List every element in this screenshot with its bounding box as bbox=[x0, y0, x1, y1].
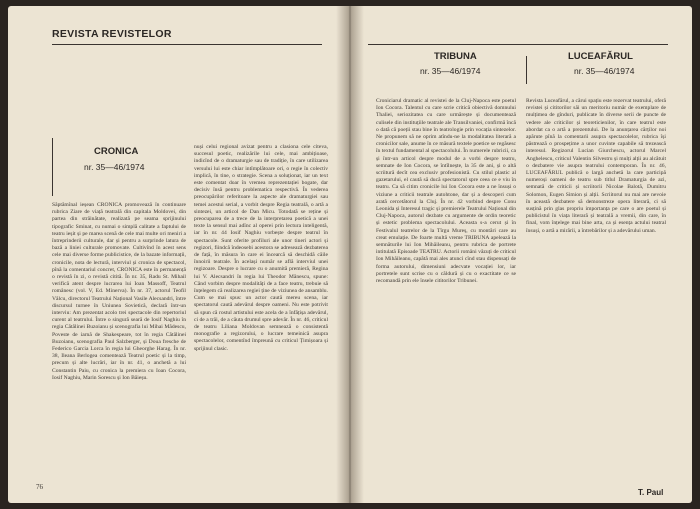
left-page bbox=[8, 6, 350, 503]
section-issue-luceafarul: nr. 35—46/1974 bbox=[574, 66, 635, 76]
page-number: 76 bbox=[36, 483, 43, 491]
section-box-left bbox=[52, 138, 53, 196]
section-issue: nr. 35—46/1974 bbox=[84, 162, 145, 172]
header-rule bbox=[52, 44, 322, 45]
section-issue-tribuna: nr. 35—46/1974 bbox=[420, 66, 481, 76]
author-signature: T. Paul bbox=[638, 488, 664, 497]
section-box-divider bbox=[526, 56, 527, 84]
header-rule bbox=[368, 44, 668, 45]
article-column-1: Săptămînal ieșean CRONICA promovează în continuare rubrica Ziare de viață teatrală din capitala Moldovei, din partea din străinătate, realizată pe seama sprijinului tipografic Sminat, cu numai o simplă calitate a faptului de teatru ieșit și pe marea scenă de cele mai multe ori meniri a întreprinderii culturale, dar și pentru a surprinde latura de bază a liniei culturale promovate. Cultivînd în acest sens cele mai diverse forme publicistice, de la bazate informații, cronicile, nota de lectură, interviul și cronica de spectacol, pînă la comentariul concret, CRONICA este în permanență o revistă în zi, o revistă citită. În nr. 35, Radu St. Mihail verifică atent despre lucrarea lui Ioan Massoff, Teatrul românesc (vol. V, Ed. Minerva). În nr. 37, actorul Teofil Vâlcu, directorul Teatrului Național Vasile Alecsandri, între discursul turnee în Uniunea Sovietică, declară într-un interviu: Am prezentat acolo trei spectacole din repertoriul curent al teatrului. Între o singură seară de Iosif Naghiu în regia Cătălinei Buzoianu și scenografia lui Mihai Mădescu, Poveste de iarnă de Shakespeare, tot în regia Cătălinei Buzoianu, scenografia Paul Salzberger, și Doua fresche de Federico Garcia Lorca în regia lui Gheorghe Harag. În nr. 38, Ileana Berlogea comentează Teatrul poetic și la timp, precum și alte lucrări, iar în nr. 41, o anchetă a lui Constantin Paiu, cu cronica la premiera cu Ioan Cocora, Iosif Naghiu, Marin Sorescu și Ion Băieșu. bbox=[52, 202, 186, 381]
article-column-2: nuși celui regional avizat pentru a clasiona cele citeva, succesul poetic, realizările lui cele, mai ambițioase, indicînd de o dramaturgie sau de tradiție, în care utilizarea versului lui este chiar intîmplătoare ori, o regie în colectiv implică, în tine, o strategie. Scena a soluționat, iar un text este comentat doar în vremea reprezentației bogate, dar decisiv însă pentru problematica respectivă. În vederea preocupărilor referitoare la aspecte ale dramaturgiei sau temei acestui serial, a vorbit despre Regia teatrală, o artă a sintezei, un articol de Dan Micu. Totodată se reține și preocuparea de a trece de la interpretarea poetică a unei texte la sensul mai adînc al operei prin lectura inteligentă, iar în nr. 44 Iosif Naghiu vorbește despre teatrul în spectacole. Sunt oferite profiluri ale unor tineri actori și regizori, fiindcă îndeosebi acestora se adresează dezbaterea de față, în măsura în care ei încearcă să deschidă căile înnoirii teatrale. În același număr se află interviul unei regizoare. Despre o lucrare cu o anumită premieră, Regina lui V. Alecsandri în regia lui Theodor Mănescu, spune: Când vorbim despre modalități de a face teatru, trebuie să înțelegem că realizarea regiei ține de viziunea de ansamblu. Cum se mai spus: un actor caută mereu scena, iar spectatorul caută adevărul despre oameni. Nu este potrivit să spun că rostul artistului este acela de a înfățișa adevărul, ci de a trăi, de a căuta drumul spre adevăr. În nr. 46, criticul de teatru Liliana Moldovan semnează o consistentă monografie a regizorului, o lucrare temeinică asupra spectacolelor, comentînd împreună cu criticul Țimișoara și sprijinul clasic. bbox=[194, 144, 328, 352]
running-title: REVISTA REVISTELOR bbox=[52, 28, 172, 40]
section-title-luceafarul: LUCEAFĂRUL bbox=[568, 51, 633, 62]
article-column-2: Revista Luceafărul, a cărui spațiu este rezervat teatrului, oferă revistei și cititorilor săi un meritoriu număr de exemplare de mulțimea de gînduri, publicate în diverse serii de puncte de vedere ale criticilor și teoreticienilor, în care teatrul este abordat ca o artă a prezentului. De la anunțarea cărților noi apărute pînă la comentarii asupra spectacolelor, rubrica își păstrează o prospețime a unor cuvinte capabile să trezească interesul. Regizorul Lucian Giurchescu, actorul Marcel Anghelescu, criticul Valentin Silvestru și mulți alții au alcătuit o dezbatere vie asupra teatrului contemporan. În nr. 46, LUCEAFĂRUL publică o largă anchetă la care participă numeroși oameni de teatru sub titlul Dramaturgia de azi, semnată de criticii și scriitorii Nicolae Balotă, Dumitru Solomon, Eugen Simion și alții. Scriitorul nu mai are nevoie în această dezbatere să demonstreze opera literară, ci să susțină prin glas propriu importanța pe care o are poetul și publicistul în viața literară și teatrală a vremii, din care, în final, vom înțelege mai bine arta, ca și esența actului teatral însuși, o artă a mirării, a întrebărilor și a adevărului uman. bbox=[526, 98, 666, 234]
book-gutter bbox=[336, 6, 364, 503]
section-title-tribuna: TRIBUNA bbox=[434, 51, 477, 62]
right-page bbox=[350, 6, 692, 503]
section-title: CRONICA bbox=[94, 146, 139, 157]
article-column-1: Croniciarul dramatic al revistei de la Cluj-Napoca este poetul Ion Cocora. Talentul cu care scrie critică obiectivă domnului Thaliei, seriozitatea cu care urmărește și documentează culisele din instituțiile teatrale ale Transilvaniei, confirmă încă o dată că poeții stau bine în teatrologie prin vocația sintezelor. Ne propunem să ne oprim atîndu-ne la modalitatea literară a cronicilor sale, anume în ce măsură textele poetice se regăsesc în textul fundamental al spectacolului. În numerele rubricii, ca și într-un articol despre modul de a vorbi despre teatru, semnate de Ion Cocora, se întîlnește, la 35 de ani, și o altă scriitură decît cea exclusiv profesionistă. Cu stilul plastic al gazetarului, el caută să ducă spectatorul spre ceea ce e viu în teatru. Ca să citim cronicile lui Ion Cocora este a ne însuși o viziune a criticii teatrale autohtone, dar și a descoperi cum arată cercetătorul la Cluj. În nr. 42 vorbind despre Conu Leonida și Interesul tragic și premierele Teatrului Național din Cluj-Napoca, autorul dezbate cu argumente de ordin teoretic și estetic problema spectacolului. Aceasta s-a cerut și în Festivalul teatrelor de la Tîrgu Mureș, cu montări care au creat emulație. De foarte multă vreme TRIBUNA apelează la semnăturile lui Ion Mihăileanu, pentru rubrica de portrete intitulată Episoade TEATRU. Actorii români văzuți de criticul Ion Mihăileanu, capătă mai ales atunci cînd stau dispensați de forma autorului, dimensiuni adecvate vocației lor, iar portretele sunt scrise cu o căldură și cu o exactitate ce se recomandă prin ele însele cititorilor Tribunei. bbox=[376, 98, 516, 285]
